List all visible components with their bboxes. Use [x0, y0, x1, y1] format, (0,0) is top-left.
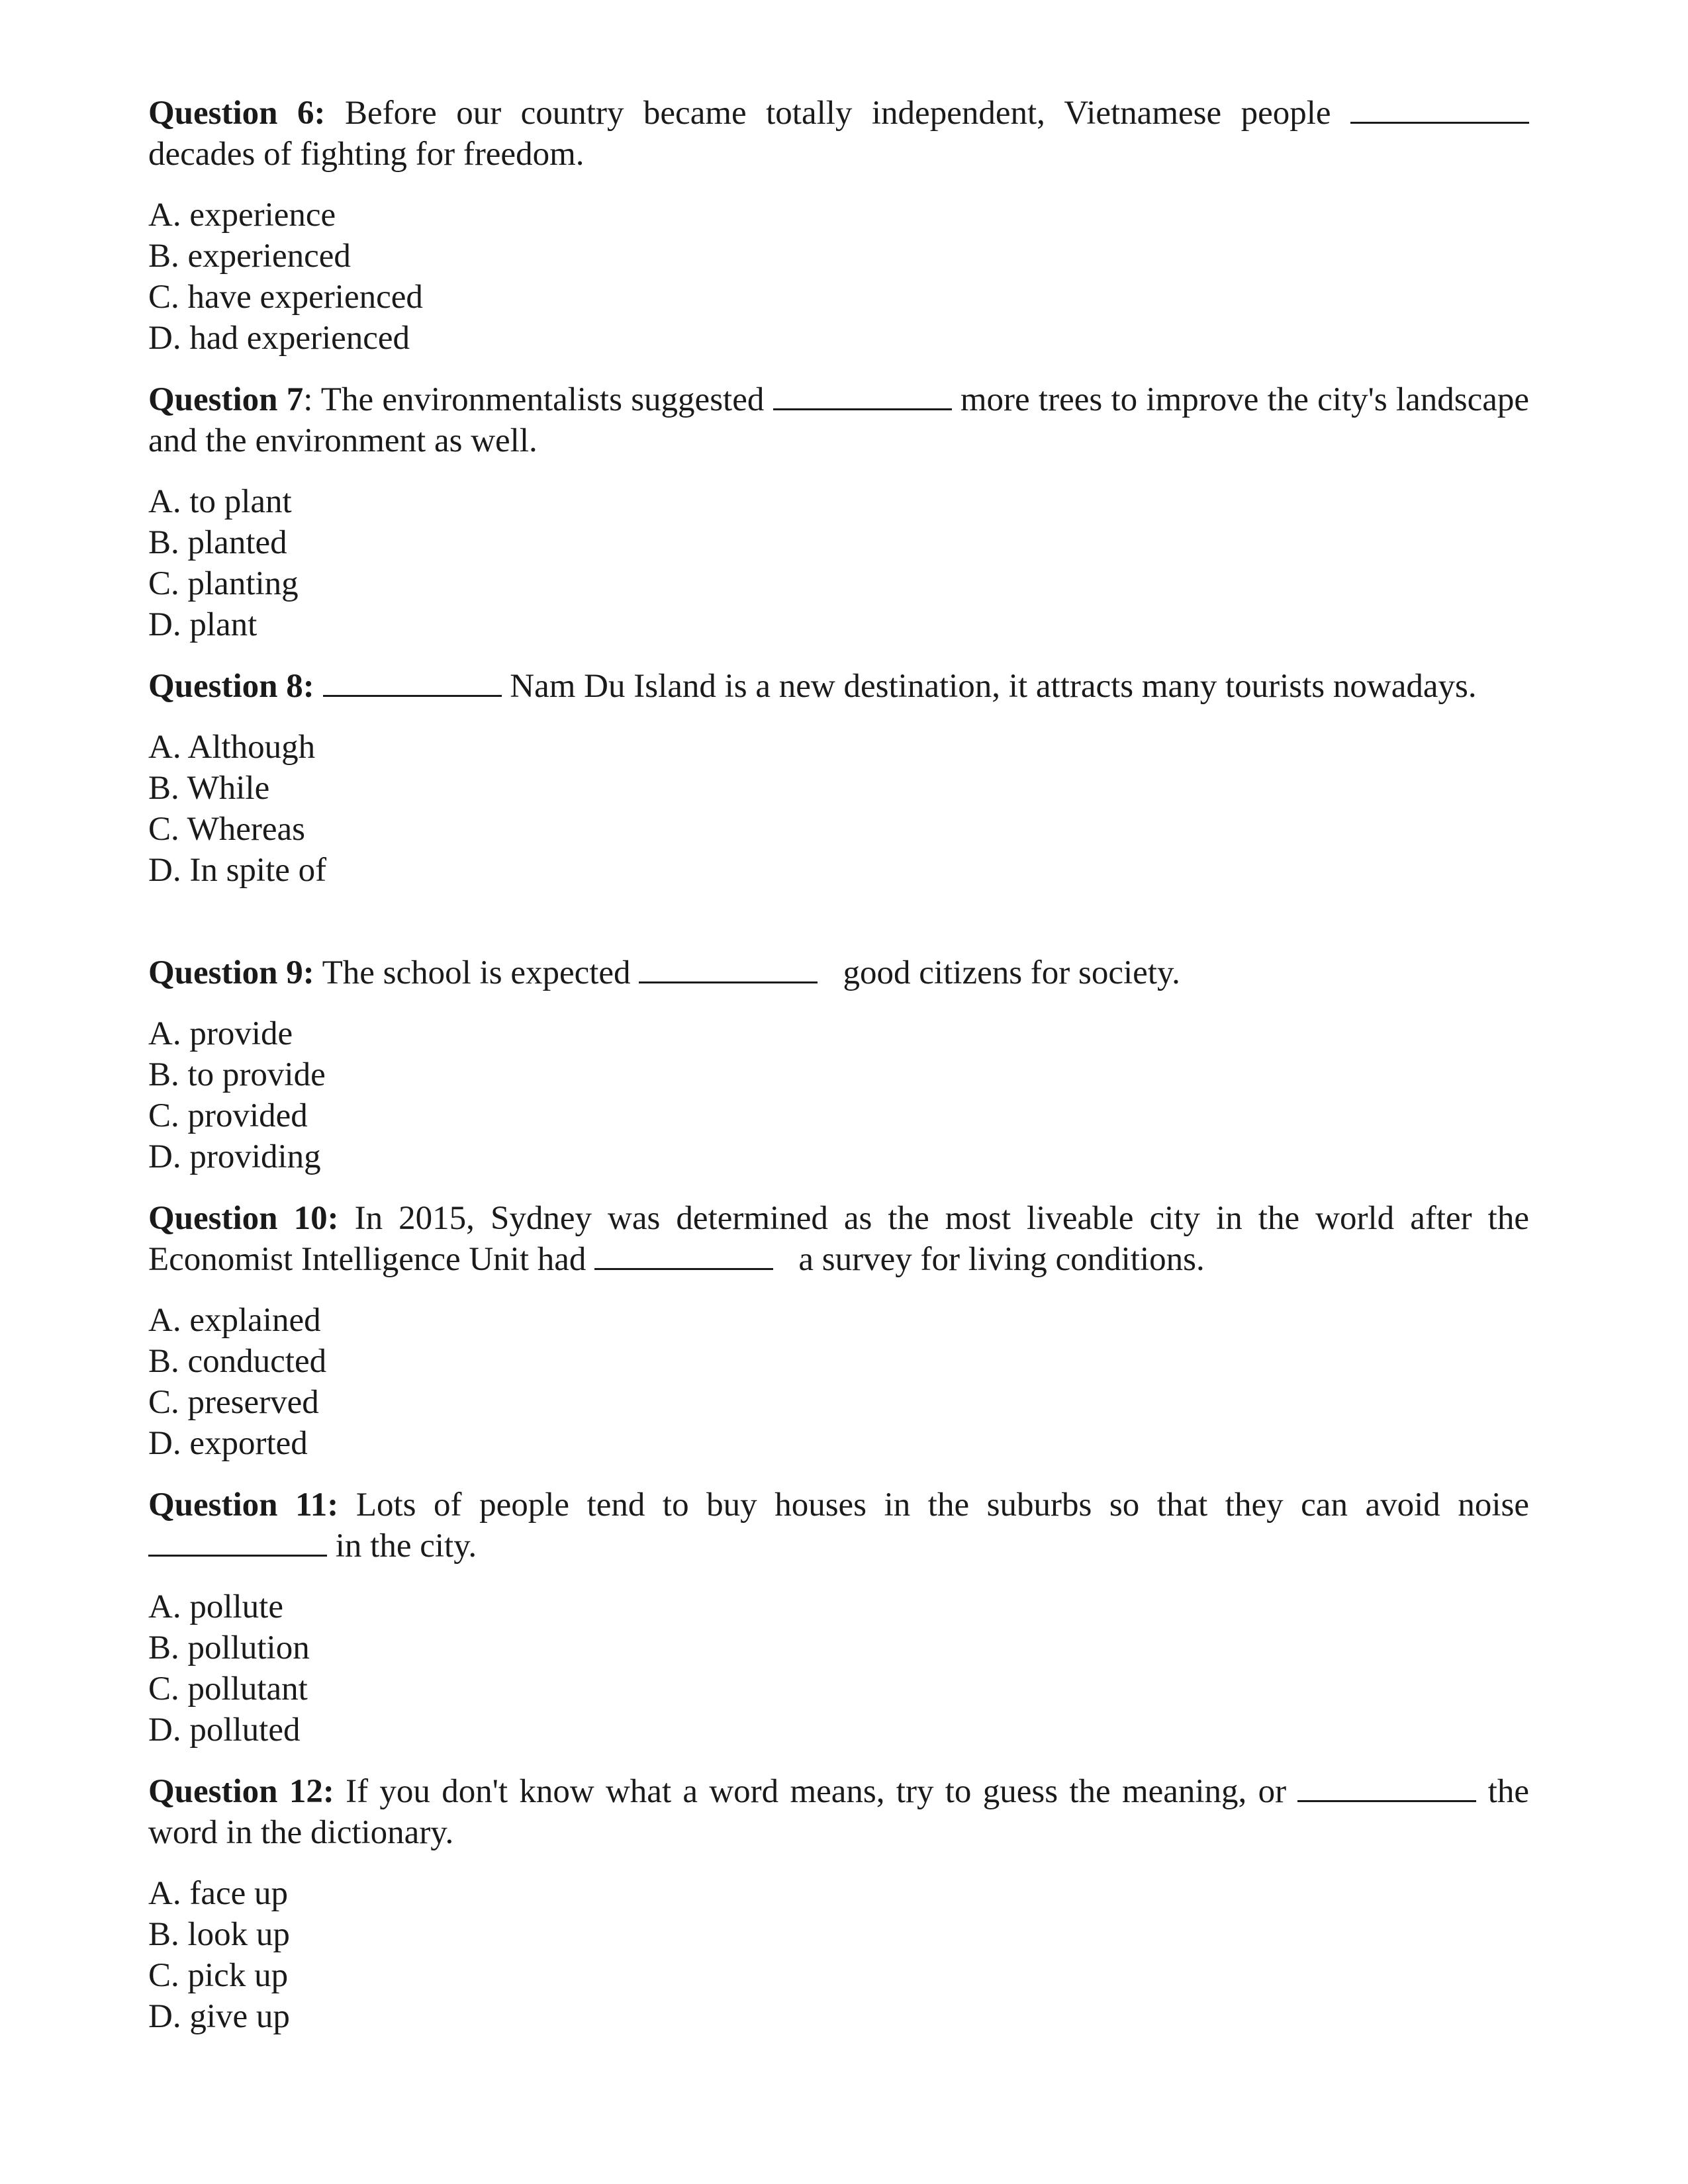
question-label: Question 6:: [148, 95, 326, 132]
question-stem: Question 10: In 2015, Sydney was determined as the most liveable city in the world after the Economist Intelligence Unit had a survey for living conditions.: [148, 1200, 1529, 1278]
question-stem: Question 8: Nam Du Island is a new destination, it attracts many tourists nowadays.: [148, 668, 1477, 705]
option-a: A. provide: [148, 1015, 293, 1052]
option-c: C. provided: [148, 1097, 308, 1134]
option-b: B. conducted: [148, 1343, 327, 1380]
question-6: [148, 93, 1529, 359]
question-9: [148, 952, 1529, 1177]
question-stem: Question 6: Before our country became totally independent, Vietnamese people decades of fighting for freedom.: [148, 93, 1529, 175]
option-c: C. pick up: [148, 1957, 289, 1994]
option-c: C. planting: [148, 565, 299, 602]
option-d: D. had experienced: [148, 320, 410, 357]
answer-options: [148, 195, 1529, 359]
answer-blank: [1350, 118, 1529, 124]
answer-blank: [773, 404, 952, 410]
question-label: Question 9:: [148, 954, 314, 991]
option-a: A. experience: [148, 197, 336, 234]
option-c: C. preserved: [148, 1384, 319, 1421]
option-d: D. give up: [148, 1998, 290, 2035]
question-label: Question 10:: [148, 1200, 339, 1237]
answer-options: [148, 1586, 1529, 1751]
question-label: Question 12:: [148, 1773, 334, 1810]
option-c: C. Whereas: [148, 811, 305, 848]
option-d: D. In spite of: [148, 852, 327, 889]
option-a: A. Although: [148, 729, 316, 766]
answer-blank: [639, 978, 818, 983]
question-stem: Question 11: Lots of people tend to buy houses in the suburbs so that they can avoid noise in the city.: [148, 1486, 1530, 1565]
question-stem: Question 9: The school is expected good citizens for society.: [148, 954, 1180, 991]
option-a: A. face up: [148, 1875, 288, 1912]
answer-blank: [594, 1264, 773, 1270]
option-b: B. to provide: [148, 1056, 326, 1093]
question-8: [148, 666, 1529, 891]
option-b: B. While: [148, 770, 270, 807]
option-c: C. pollutant: [148, 1670, 308, 1707]
option-a: A. to plant: [148, 483, 292, 520]
option-a: A. explained: [148, 1302, 321, 1339]
question-label: Question 7: [148, 381, 304, 418]
option-c: C. have experienced: [148, 279, 423, 316]
question-12: [148, 1771, 1529, 2037]
option-d: D. providing: [148, 1138, 321, 1175]
answer-blank: [148, 1551, 327, 1557]
option-d: D. polluted: [148, 1711, 301, 1749]
answer-options: [148, 1013, 1529, 1177]
option-d: D. exported: [148, 1425, 308, 1462]
answer-options: [148, 1300, 1529, 1464]
option-b: B. planted: [148, 524, 287, 561]
answer-blank: [1297, 1796, 1476, 1802]
question-11: [148, 1484, 1529, 1751]
answer-options: [148, 1873, 1529, 2037]
question-stem: Question 7: The environmentalists suggested more trees to improve the city's landscape and the environment as well.: [148, 381, 1529, 459]
answer-options: [148, 481, 1529, 645]
question-stem: Question 12: If you don't know what a word means, try to guess the meaning, or the word in the dictionary.: [148, 1773, 1529, 1851]
question-7: [148, 379, 1529, 645]
question-10: [148, 1198, 1529, 1464]
question-label: Question 8:: [148, 668, 314, 705]
option-d: D. plant: [148, 606, 258, 643]
option-b: B. look up: [148, 1916, 290, 1953]
answer-options: [148, 727, 1529, 891]
answer-blank: [323, 691, 502, 697]
question-label: Question 11:: [148, 1486, 339, 1524]
option-b: B. experienced: [148, 238, 351, 275]
option-b: B. pollution: [148, 1629, 310, 1666]
option-a: A. pollute: [148, 1588, 283, 1625]
